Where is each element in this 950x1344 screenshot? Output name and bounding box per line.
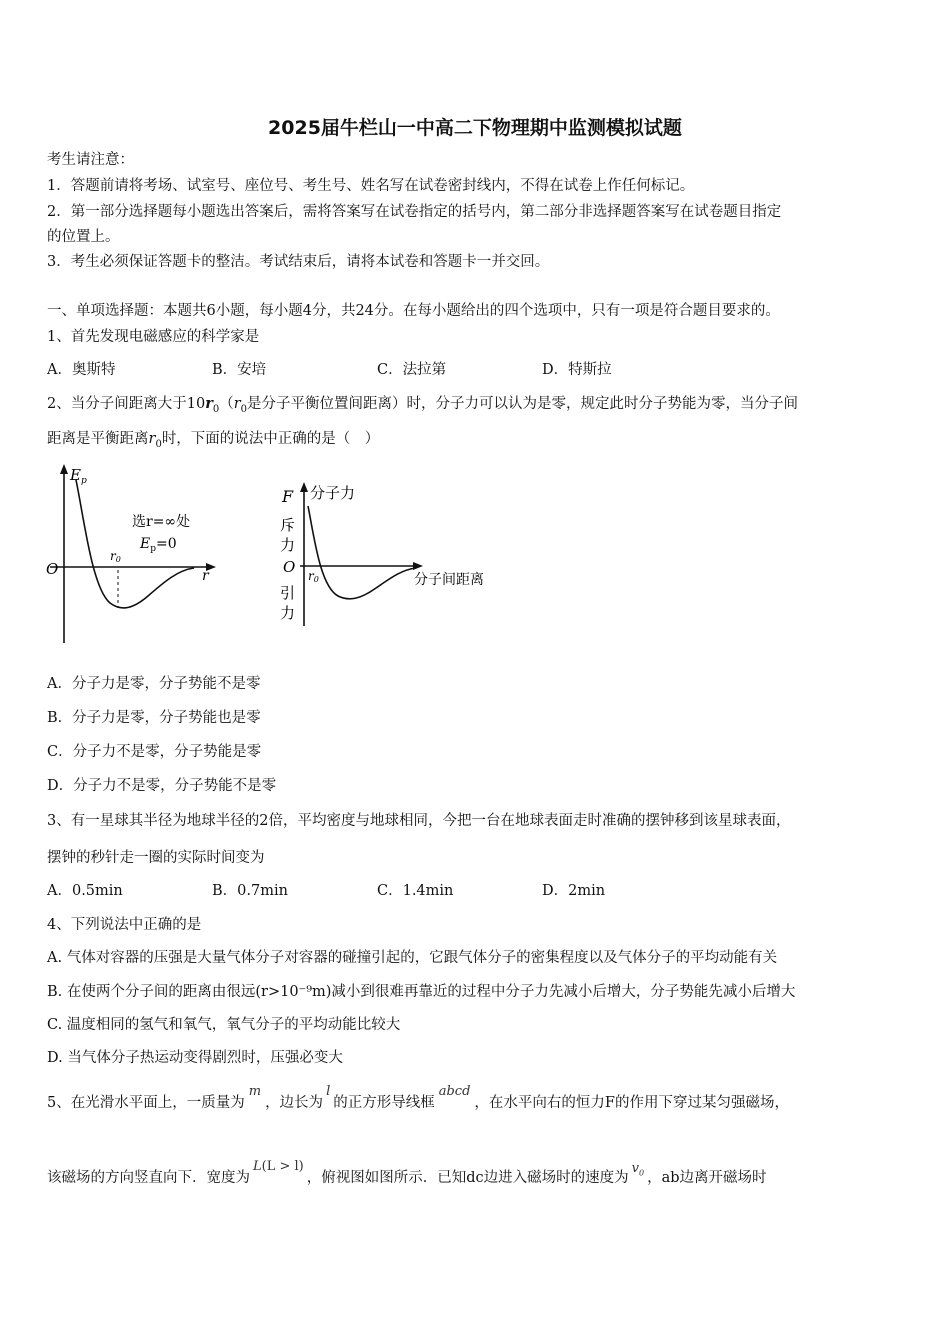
length-symbol: l (326, 1084, 331, 1099)
q5-text: ，在水平向右的恒力F的作用下穿过某匀强磁场， (474, 1095, 789, 1111)
option-c: C．法拉第 (377, 362, 447, 378)
r-symbol: r (148, 431, 156, 447)
question-5-stem-line1 (47, 1084, 789, 1114)
option-b: B．安培 (212, 362, 267, 378)
q5-text: 该磁场的方向竖直向下．宽度为 (47, 1170, 250, 1186)
distance-label: 分子间距离 (414, 572, 484, 588)
ep-label: $E_p$ (70, 466, 87, 486)
notice-heading: 考生请注意： (47, 152, 134, 168)
option-b: B．0.7min (212, 883, 288, 899)
q5-text: ，俯视图如图所示．已知dc边进入磁场时的速度为 (306, 1170, 629, 1186)
force-curve (308, 506, 416, 599)
y-axis-arrow (300, 482, 308, 492)
q5-text: 的正方形导线框 (333, 1095, 435, 1111)
r-symbol: r (233, 396, 241, 412)
option-a: A．奥斯特 (47, 362, 116, 378)
r-axis-label: r (202, 568, 209, 584)
width-symbol: L(L > l) (253, 1159, 304, 1174)
q2-text: 距离是平衡距离 (47, 431, 149, 447)
molecular-force-graph (272, 476, 512, 634)
question-3-stem-line2: 摆钟的秒针走一圈的实际时间变为 (47, 850, 265, 866)
q2-text: 2、当分子间距离大于10 (47, 396, 206, 412)
option-c: C. 温度相同的氢气和氧气，氧气分子的平均动能比较大 (47, 1017, 401, 1033)
q2-text: 是分子平衡位置间距离）时，分子力可以认为是零，规定此时分子势能为零，当分子间 (247, 396, 799, 412)
page-title: 2025届牛栏山一中高二下物理期中监测模拟试题 (268, 117, 682, 139)
velocity-symbol: $v_0$ (631, 1161, 645, 1178)
frame-symbol: abcd (438, 1084, 471, 1099)
force-title: 分子力 (310, 484, 356, 502)
q5-text: ，边长为 (265, 1095, 324, 1111)
repulsive-label: 斥 (280, 516, 296, 534)
notice-item: 3．考生必须保证答题卡的整洁。考试结束后，请将本试卷和答题卡一并交回。 (47, 254, 550, 270)
option-b: B．分子力是零，分子势能也是零 (47, 710, 261, 726)
question-4-stem: 4、下列说法中正确的是 (47, 917, 202, 933)
question-2-stem-line1 (47, 394, 798, 420)
r0-label: r0 (110, 549, 121, 564)
option-a: A. 气体对容器的压强是大量气体分子对容器的碰撞引起的，它跟气体分子的密集程度以及气体分子的平均动能有关 (47, 950, 778, 966)
notice-item: 2．第一部分选择题每小题选出答案后，需将答案写在试卷指定的括号内，第二部分非选择题答案写在试卷题目指定 (47, 204, 782, 220)
q2-text: 时，下面的说法中正确的是（ ） (161, 431, 380, 447)
question-1-stem: 1、首先发现电磁感应的科学家是 (47, 329, 260, 345)
origin-label: O (46, 560, 59, 578)
attractive-label: 引 (280, 584, 296, 602)
reference-note-line2: $E_p=0$ (140, 536, 177, 554)
section-heading: 一、单项选择题：本题共6小题，每小题4分，共24分。在每小题给出的四个选项中，只有一项是符合题目要求的。 (47, 303, 780, 319)
r-subscript: 0 (155, 438, 162, 450)
q5-text: ，ab边离开磁场时 (647, 1170, 767, 1186)
option-d: D．分子力不是零，分子势能不是零 (47, 778, 277, 794)
option-d: D．特斯拉 (542, 362, 612, 378)
attractive-label: 力 (280, 604, 296, 622)
question-3-stem-line1: 3、有一星球其半径为地球半径的2倍，平均密度与地球相同，今把一台在地球表面走时准确的摆钟移到该星球表面， (47, 813, 791, 829)
mass-symbol: m (248, 1084, 262, 1099)
option-a: A．分子力是零，分子势能不是零 (47, 676, 261, 692)
option-b: B. 在使两个分子间的距离由很远(r>10⁻⁹m)减小到很难再靠近的过程中分子力先减小后增大，分子势能先减小后增大 (47, 984, 796, 1000)
notice-item: 的位置上。 (47, 229, 120, 245)
f-label: F (282, 487, 294, 506)
repulsive-label: 力 (280, 536, 296, 554)
option-a: A．0.5min (47, 883, 123, 899)
q2-text: （ (219, 396, 234, 412)
reference-note-line1: 选r=∞处 (132, 514, 191, 530)
r-subscript: 0 (240, 403, 248, 415)
question-5-stem-line2 (47, 1159, 767, 1194)
potential-energy-graph (40, 458, 230, 648)
option-c: C．1.4min (377, 883, 454, 899)
origin-label: O (283, 558, 296, 576)
r-symbol: r (205, 395, 213, 412)
r0-label: r0 (308, 569, 319, 584)
question-2-stem-line2 (47, 429, 379, 455)
y-axis-arrow (60, 464, 68, 474)
option-c: C．分子力不是零，分子势能是零 (47, 744, 262, 760)
option-d: D．2min (542, 883, 606, 899)
notice-item: 1．答题前请将考场、试室号、座位号、考生号、姓名写在试卷密封线内，不得在试卷上作任何标记。 (47, 178, 695, 194)
option-d: D. 当气体分子热运动变得剧烈时，压强必变大 (47, 1050, 343, 1066)
q5-text: 5、在光滑水平面上，一质量为 (47, 1095, 245, 1111)
r-subscript: 0 (212, 403, 220, 415)
